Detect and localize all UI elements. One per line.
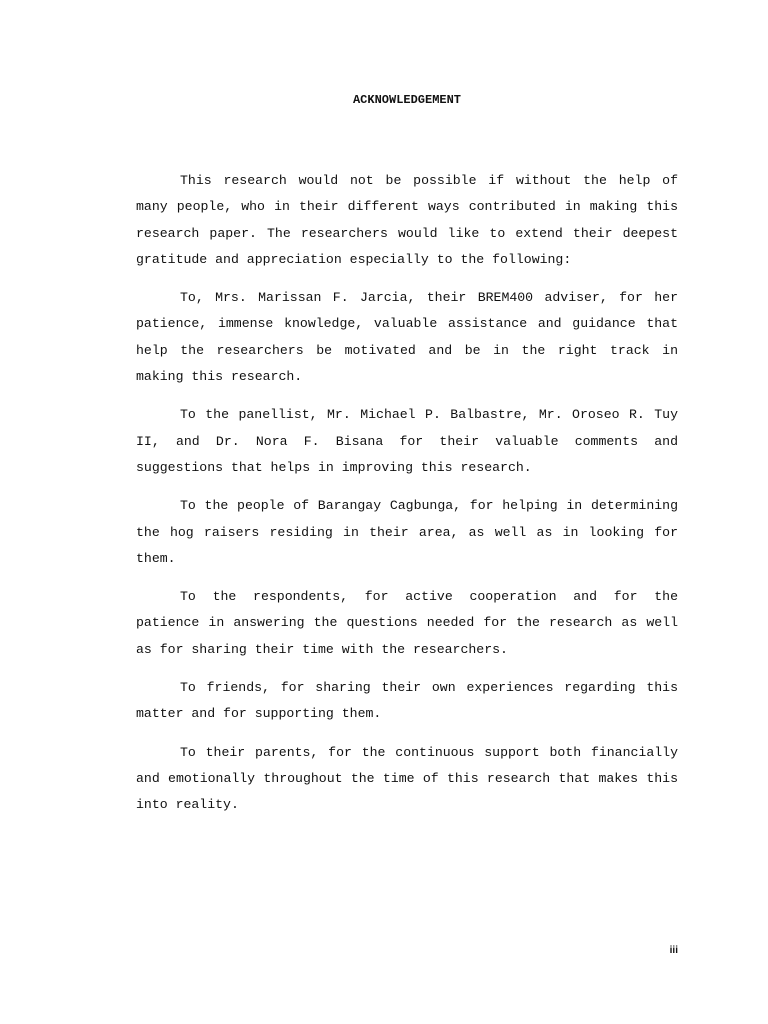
- paragraph-parents: To their parents, for the continuous support both financially and emotionally throughout the time of this research that makes this into reality.: [136, 744, 678, 813]
- paragraph-friends: To friends, for sharing their own experiences regarding this matter and for supporting them.: [136, 680, 678, 722]
- document-body: [136, 168, 678, 831]
- page-title: ACKNOWLEDGEMENT: [352, 93, 462, 107]
- paragraph-intro: This research would not be possible if without the help of many people, who in their different ways contributed in making this research paper. The researchers would like to extend their deepest gratitude and appreciation especially to the following:: [136, 173, 678, 267]
- paragraph-respondents: To the respondents, for active cooperation and for the patience in answering the questions needed for the research as well as for sharing their time with the researchers.: [136, 589, 678, 657]
- page-number: iii: [669, 945, 678, 956]
- paragraph-panellist: To the panellist, Mr. Michael P. Balbastre, Mr. Oroseo R. Tuy II, and Dr. Nora F. Bisana for their valuable comments and suggestions that helps in improving this research.: [136, 407, 678, 475]
- paragraph-barangay: To the people of Barangay Cagbunga, for helping in determining the hog raisers residing in their area, as well as in looking for them.: [136, 498, 678, 566]
- paragraph-adviser: To, Mrs. Marissan F. Jarcia, their BREM400 adviser, for her patience, immense knowledge, valuable assistance and guidance that help the researchers be motivated and be in the right track in making this research.: [136, 290, 678, 385]
